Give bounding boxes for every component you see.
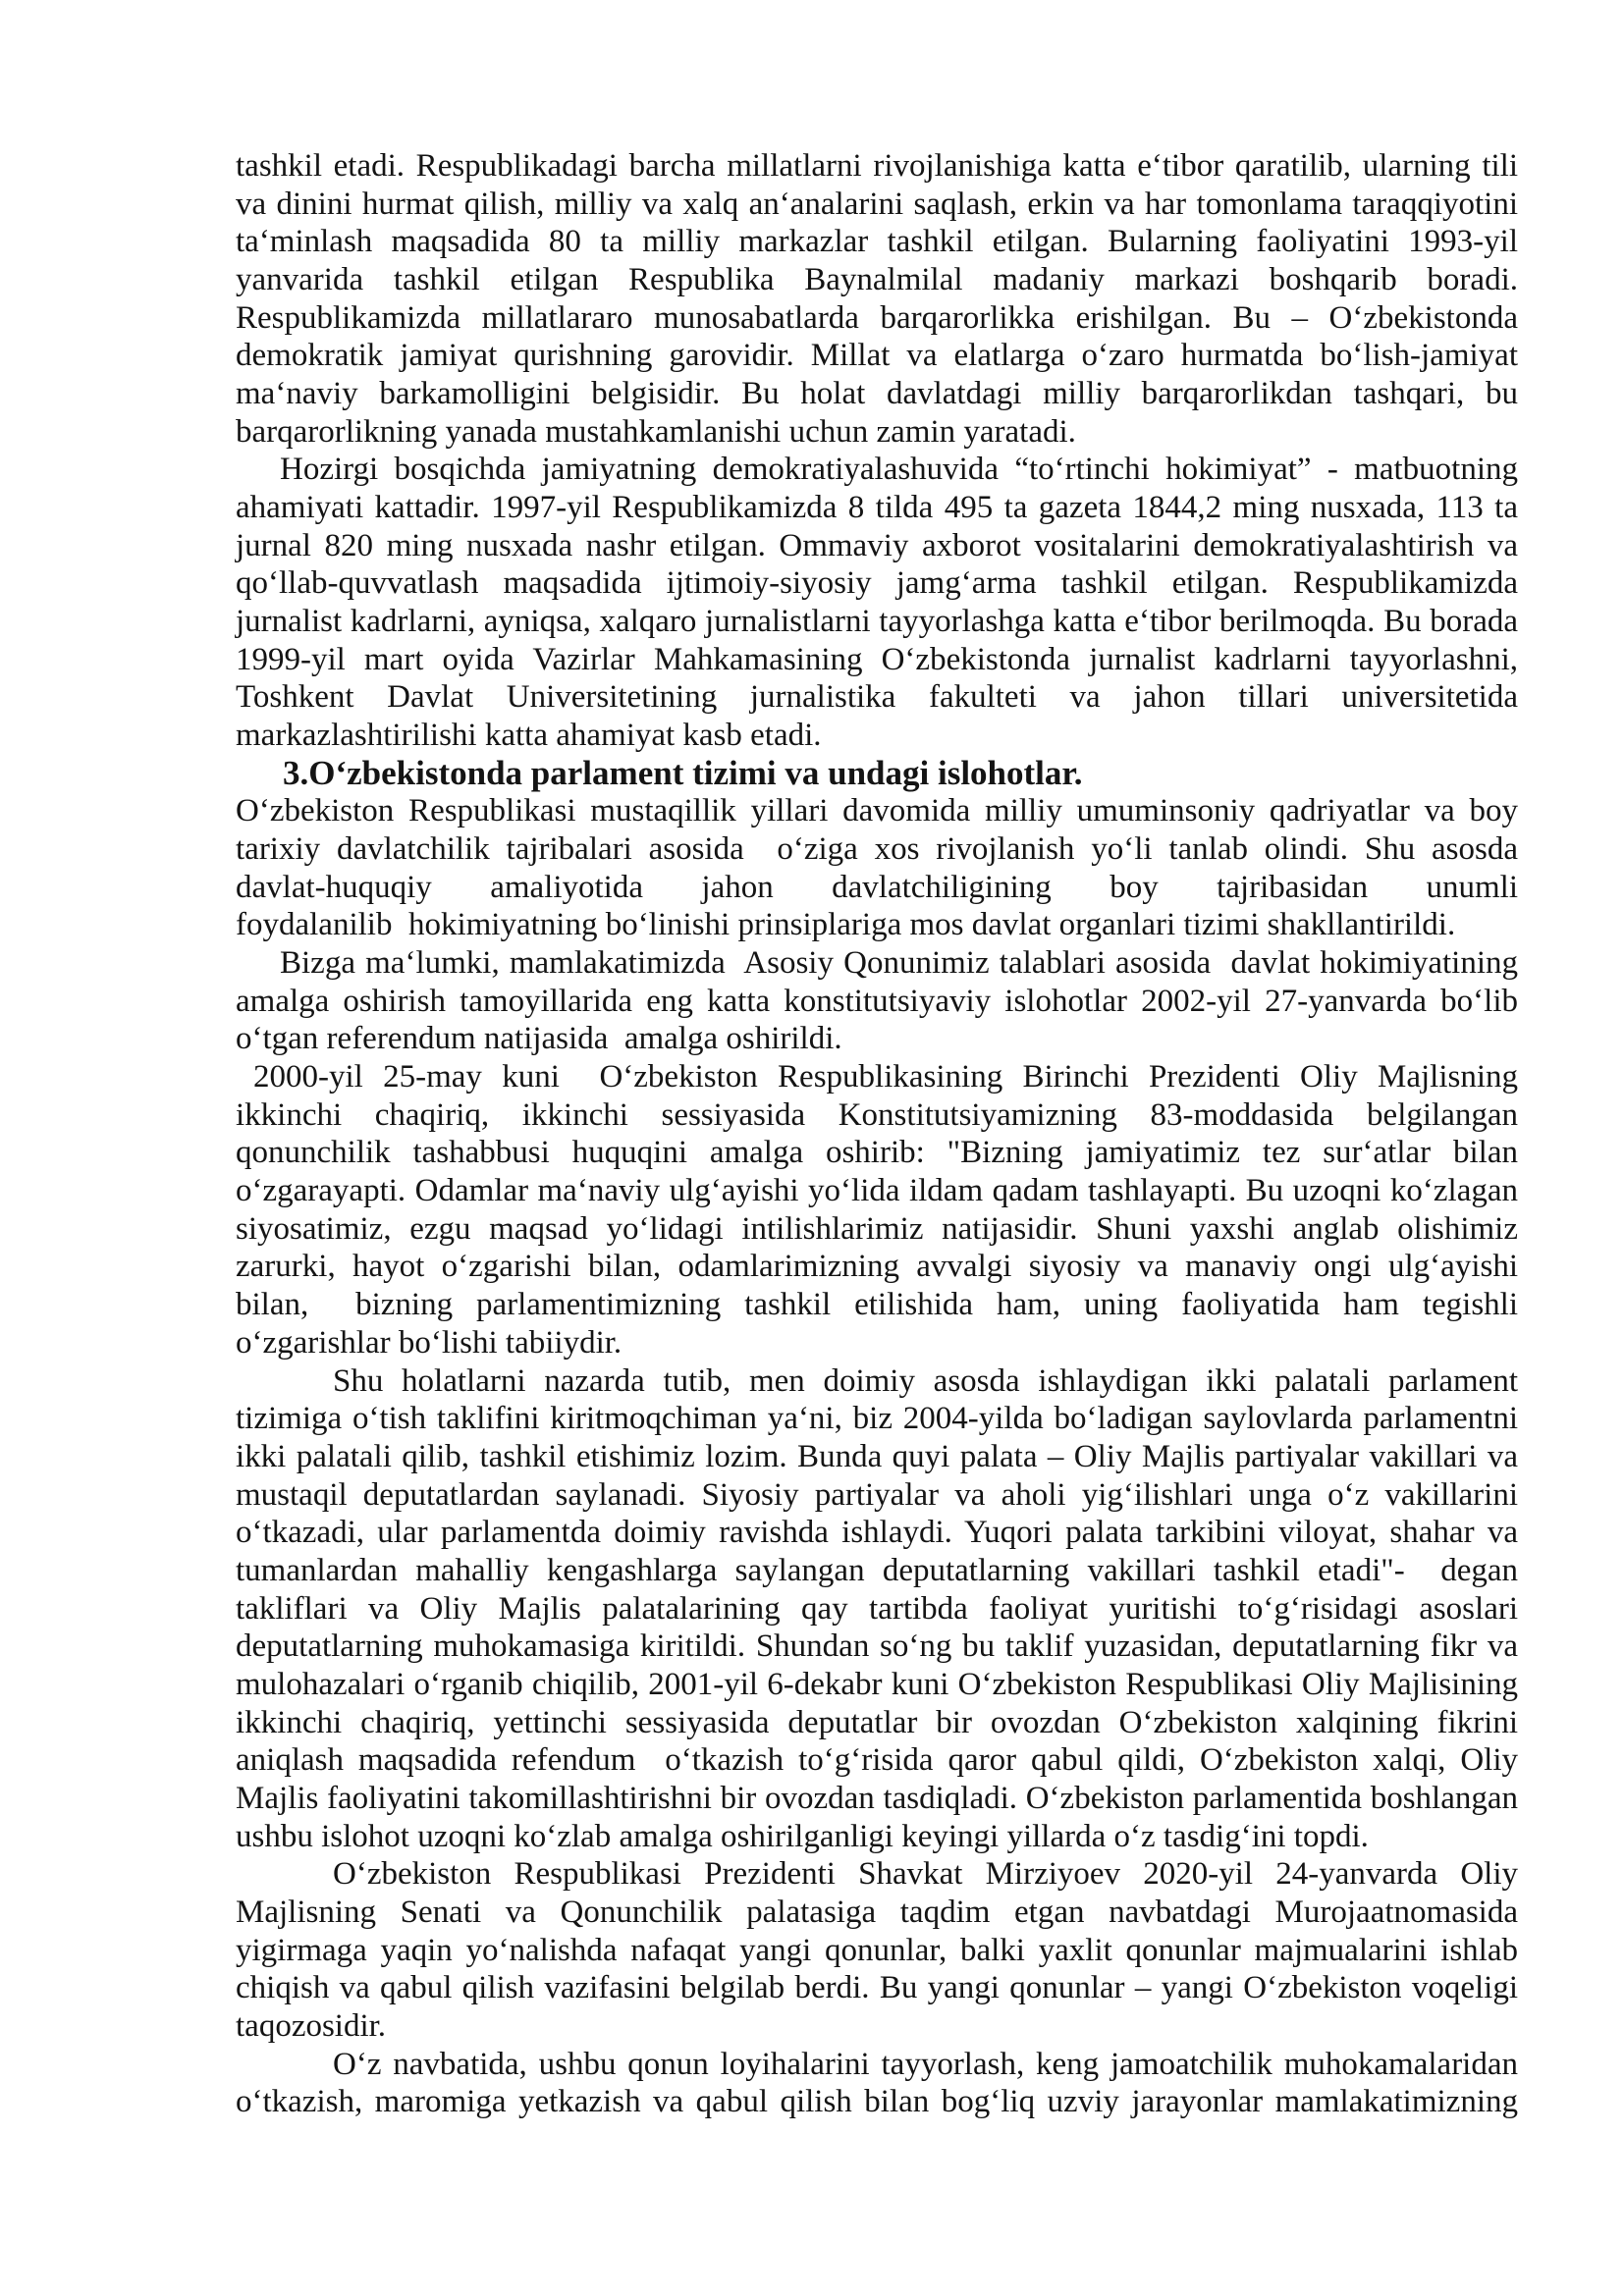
text-line: barqarorlikning yanada mustahkamlanishi uchun zamin yaratadi.	[236, 413, 1076, 450]
text-line: davlat-huquqiy amaliyotida jahon davlatchiligining boy tajribasidan unumli	[236, 869, 1518, 905]
text-line: qo‘llab-quvvatlash maqsadida ijtimoiy-siyosiy jamg‘arma tashkil etilgan. Respublikamizda	[236, 565, 1518, 602]
paragraph	[236, 792, 1518, 944]
text-line: deputatlarning muhokamasiga kiritildi. Shundan so‘ng bu taklif yuzasidan, deputatlarning fikr va	[236, 1629, 1518, 1665]
text-line: ushbu islohot uzoqni ko‘zlab amalga oshirilganligi keyingi yillarda o‘z tasdig‘ini topdi.	[236, 1818, 1369, 1854]
text-line: ikki palatali qilib, tashkil etishimiz lozim. Bunda quyi palata – Oliy Majlis partiyalar vakillari va	[236, 1438, 1518, 1474]
text-line: zarurki, hayot o‘zgarishi bilan, odamlarimizning avvalgi siyosiy va manaviy ongi ulg‘ayishi	[236, 1249, 1518, 1285]
text-line: 1999-yil mart oyida Vazirlar Mahkamasining O‘zbekistonda jurnalist kadrlarni tayyorlashni,	[236, 641, 1518, 677]
text-line: ikkinchi chaqiriq, ikkinchi sessiyasida Konstitutsiyamizning 83-moddasida belgilangan	[236, 1096, 1518, 1133]
text-line: 2000-yil 25-may kuni O‘zbekiston Respublikasining Birinchi Prezidenti Oliy Majlisning	[253, 1059, 1518, 1095]
text-line: markazlashtirilishi katta ahamiyat kasb etadi.	[236, 718, 822, 754]
text-line: jurnal 820 ming nusxada nashr etilgan. Ommaviy axborot vositalarini demokratiyalashtirish va	[236, 527, 1518, 563]
text-line: tashkil etadi. Respublikadagi barcha millatlarni rivojlanishiga katta e‘tibor qaratilib, ularning tili	[236, 148, 1518, 184]
text-line: foydalanilib hokimiyatning bo‘linishi prinsiplariga mos davlat organlari tizimi shakllantirildi.	[236, 907, 1456, 943]
text-line: o‘tgan referendum natijasida amalga oshirildi.	[236, 1021, 842, 1057]
text-line: Majlis faoliyatini takomillashtirishni bir ovozdan tasdiqladi. O‘zbekiston parlamentida boshlangan	[236, 1780, 1518, 1816]
paragraph	[236, 1058, 1518, 1362]
text-line: O‘z navbatida, ushbu qonun loyihalarini tayyorlash, keng jamoatchilik muhokamalaridan	[333, 2046, 1518, 2082]
text-line: amalga oshirish tamoyillarida eng katta konstitutsiyaviy islohotlar 2002-yil 27-yanvarda bo‘lib	[236, 983, 1518, 1019]
paragraph	[236, 1362, 1518, 1856]
text-line: bilan, bizning parlamentimizning tashkil etilishida ham, uning faoliyatida ham tegishli	[236, 1287, 1518, 1323]
text-line: O‘zbekiston Respublikasi Prezidenti Shavkat Mirziyoev 2020-yil 24-yanvarda Oliy	[333, 1856, 1518, 1893]
text-line: ikkinchi chaqiriq, yettinchi sessiyasida deputatlar bir ovozdan O‘zbekiston xalqining fikrini	[236, 1704, 1518, 1740]
paragraph	[236, 147, 1518, 451]
text-line: yigirmaga yaqin yo‘nalishda nafaqat yangi qonunlar, balki yaxlit qonunlar majmualarini ishlab	[236, 1932, 1518, 1968]
section-heading: 3.O‘zbekistonda parlament tizimi va undagi islohotlar.	[283, 753, 1083, 792]
text-line: Hozirgi bosqichda jamiyatning demokratiyalashuvida “to‘rtinchi hokimiyat” - matbuotning	[280, 452, 1518, 488]
text-column	[236, 147, 1518, 2121]
text-line: Toshkent Davlat Universitetining jurnalistika fakulteti va jahon tillari universitetida	[236, 679, 1518, 716]
text-line: mulohazalari o‘rganib chiqilib, 2001-yil 6-dekabr kuni O‘zbekiston Respublikasi Oliy Majlisining	[236, 1666, 1518, 1702]
text-line: siyosatimiz, ezgu maqsad yo‘lidagi intilishlarimiz natijasidir. Shuni yaxshi anglab olishimiz	[236, 1210, 1518, 1247]
text-line: tizimiga o‘tish taklifini kiritmoqchiman ya‘ni, biz 2004-yilda bo‘ladigan saylovlarda parlamentni	[236, 1401, 1518, 1437]
text-line: O‘zbekiston Respublikasi mustaqillik yillari davomida milliy umuminsoniy qadriyatlar va boy	[236, 793, 1518, 829]
text-line: o‘zgarayapti. Odamlar ma‘naviy ulg‘ayishi yo‘lida ildam qadam tashlayapti. Bu uzoqni ko‘zlagan	[236, 1173, 1518, 1209]
paragraph	[236, 1855, 1518, 2045]
text-line: jurnalist kadrlarni, ayniqsa, xalqaro jurnalistlarni tayyorlashga katta e‘tibor berilmoqda. Bu borada	[236, 604, 1518, 640]
paragraph	[236, 2046, 1518, 2121]
text-line: taqozosidir.	[236, 2007, 387, 2044]
text-line: o‘zgarishlar bo‘lishi tabiiydir.	[236, 1324, 623, 1361]
paragraph	[236, 944, 1518, 1058]
text-line: va dinini hurmat qilish, milliy va xalq an‘analarini saqlash, erkin va har tomonlama taraqqiyotini	[236, 186, 1518, 222]
paragraph	[236, 451, 1518, 754]
text-line: chiqish va qabul qilish vazifasini belgilab berdi. Bu yangi qonunlar – yangi O‘zbekiston voqeligi	[236, 1970, 1518, 2006]
text-line: Bizga ma‘lumki, mamlakatimizda Asosiy Qonunimiz talablari asosida davlat hokimiyatining	[280, 945, 1518, 982]
text-line: takliflari va Oliy Majlis palatalarining qay tartibda faoliyat yuritishi to‘g‘risidagi asoslari	[236, 1590, 1518, 1627]
text-line: Shu holatlarni nazarda tutib, men doimiy asosda ishlaydigan ikki palatali parlament	[333, 1362, 1518, 1399]
text-line: qonunchilik tashabbusi huquqini amalga oshirib: "Bizning jamiyatimiz tez sur‘atlar bilan	[236, 1135, 1518, 1171]
text-line: ta‘minlash maqsadida 80 ta milliy markazlar tashkil etilgan. Bularning faoliyatini 1993-yil	[236, 224, 1518, 260]
text-line: o‘tkazish, maromiga yetkazish va qabul qilish bilan bog‘liq uzviy jarayonlar mamlakatimizning	[236, 2084, 1518, 2120]
text-line: mustaqil deputatlardan saylanadi. Siyosiy partiyalar va aholi yig‘ilishlari unga o‘z vakillarini	[236, 1476, 1518, 1513]
text-line: Majlisning Senati va Qonunchilik palatasiga taqdim etgan navbatdagi Murojaatnomasida	[236, 1894, 1518, 1930]
text-line: Respublikamizda millatlararo munosabatlarda barqarorlikka erishilgan. Bu – O‘zbekistonda	[236, 299, 1518, 336]
text-line: ahamiyati kattadir. 1997-yil Respublikamizda 8 tilda 495 ta gazeta 1844,2 ming nusxada, 113 ta	[236, 490, 1518, 526]
text-line: aniqlash maqsadida refendum o‘tkazish to‘g‘risida qaror qabul qildi, O‘zbekiston xalqi, Oliy	[236, 1742, 1518, 1779]
text-line: demokratik jamiyat qurishning garovidir. Millat va elatlarga o‘zaro hurmatda bo‘lish-jamiyat	[236, 338, 1518, 374]
text-line: tarixiy davlatchilik tajribalari asosida o‘ziga xos rivojlanish yo‘li tanlab olindi. Shu asosda	[236, 831, 1518, 868]
text-line: yanvarida tashkil etilgan Respublika Baynalmilal madaniy markazi boshqarib boradi.	[236, 262, 1518, 298]
text-line: o‘tkazadi, ular parlamentda doimiy ravishda ishlaydi. Yuqori palata tarkibini viloyat, shahar va	[236, 1515, 1518, 1551]
text-line: tumanlardan mahalliy kengashlarga saylangan deputatlarning vakillari tashkil etadi"- degan	[236, 1552, 1518, 1588]
text-line: ma‘naviy barkamolligini belgisidir. Bu holat davlatdagi milliy barqarorlikdan tashqari, bu	[236, 376, 1518, 412]
